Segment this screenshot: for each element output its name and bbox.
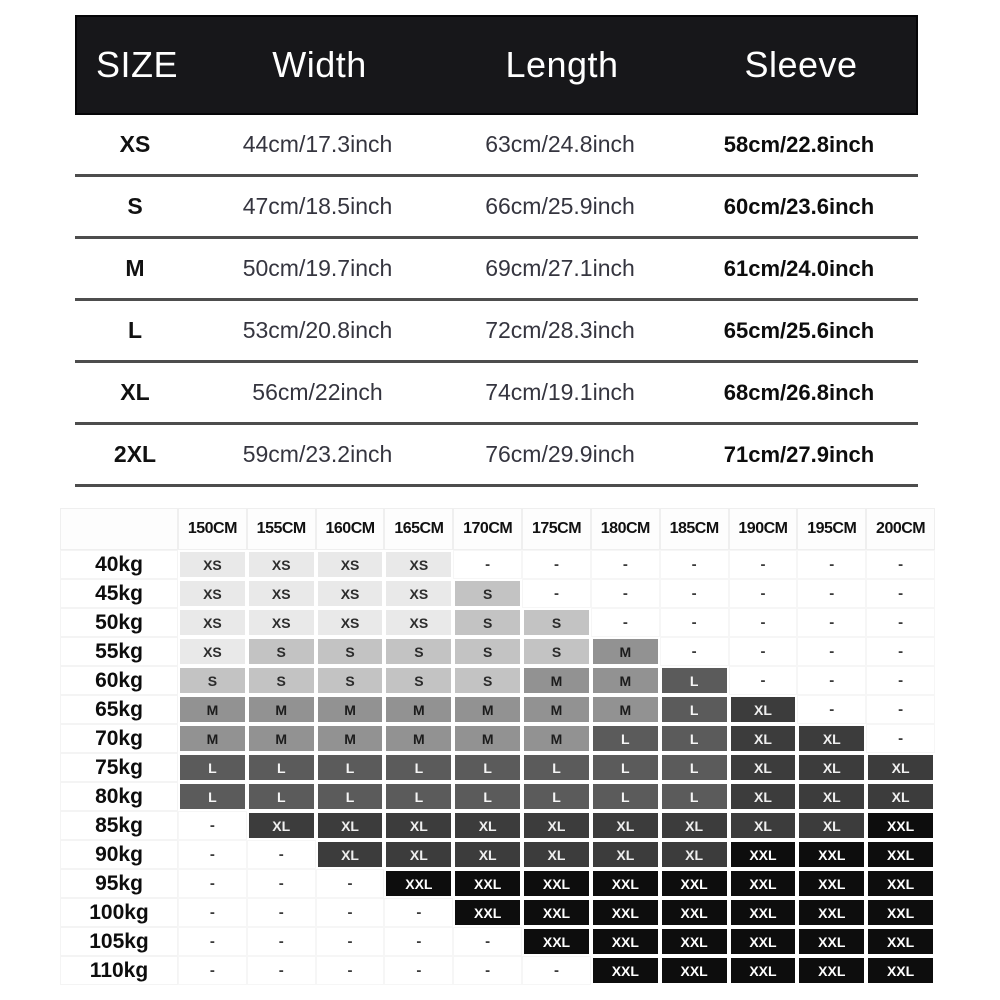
- matrix-cell-M: M: [522, 695, 591, 724]
- matrix-cell-XS: XS: [316, 550, 385, 579]
- height-col-150CM: 150CM: [178, 508, 247, 550]
- height-col-155CM: 155CM: [247, 508, 316, 550]
- matrix-cell-empty: -: [178, 956, 247, 985]
- weight-row-50kg: 50kg: [60, 608, 178, 637]
- size-2XL-sleeve: 71cm/27.9inch: [723, 441, 875, 467]
- matrix-cell-M: M: [178, 724, 247, 753]
- size-XS-size: XS: [119, 131, 151, 157]
- matrix-cell-S: S: [316, 637, 385, 666]
- matrix-cell-XL: XL: [797, 724, 866, 753]
- size-L-width: 53cm/20.8inch: [242, 317, 393, 343]
- matrix-cell-empty: -: [522, 550, 591, 579]
- matrix-cell-XL: XL: [729, 782, 798, 811]
- header-size-label: SIZE: [95, 44, 178, 85]
- matrix-cell-XXL: XXL: [866, 927, 935, 956]
- matrix-cell-empty: -: [178, 840, 247, 869]
- matrix-cell-XS: XS: [178, 550, 247, 579]
- size-table-row-M: [75, 239, 918, 301]
- matrix-cell-M: M: [522, 724, 591, 753]
- matrix-cell-XXL: XXL: [729, 956, 798, 985]
- weight-row-110kg: 110kg: [60, 956, 178, 985]
- size-XS-sleeve: 58cm/22.8inch: [723, 131, 875, 157]
- matrix-cell-S: S: [247, 637, 316, 666]
- size-XS-length: 63cm/24.8inch: [485, 131, 635, 157]
- matrix-cell-empty: -: [247, 898, 316, 927]
- height-col-165CM: 165CM: [384, 508, 453, 550]
- matrix-cell-S: S: [453, 608, 522, 637]
- size-L-size: L: [127, 317, 143, 343]
- size-S-sleeve: 60cm/23.6inch: [723, 193, 875, 219]
- height-col-175CM: 175CM: [522, 508, 591, 550]
- size-S-size: S: [127, 193, 143, 219]
- matrix-cell-empty: -: [591, 550, 660, 579]
- size-XL-size: XL: [120, 379, 150, 405]
- matrix-cell-XS: XS: [316, 608, 385, 637]
- height-col-180CM: 180CM: [591, 508, 660, 550]
- matrix-cell-XS: XS: [178, 637, 247, 666]
- matrix-cell-empty: -: [866, 608, 935, 637]
- matrix-cell-empty: -: [247, 956, 316, 985]
- size-S-length: 66cm/25.9inch: [485, 193, 635, 219]
- weight-row-55kg: 55kg: [60, 637, 178, 666]
- matrix-cell-empty: -: [316, 869, 385, 898]
- height-weight-matrix: [60, 508, 935, 985]
- matrix-cell-M: M: [591, 666, 660, 695]
- weight-row-60kg: 60kg: [60, 666, 178, 695]
- matrix-cell-L: L: [591, 724, 660, 753]
- matrix-cell-XXL: XXL: [797, 898, 866, 927]
- matrix-cell-empty: -: [316, 956, 385, 985]
- matrix-cell-L: L: [660, 695, 729, 724]
- matrix-cell-XL: XL: [316, 840, 385, 869]
- size-L-length: 72cm/28.3inch: [485, 317, 635, 343]
- matrix-cell-empty: -: [729, 550, 798, 579]
- matrix-cell-empty: -: [247, 927, 316, 956]
- matrix-cell-M: M: [453, 695, 522, 724]
- matrix-cell-XXL: XXL: [729, 869, 798, 898]
- matrix-cell-empty: -: [866, 550, 935, 579]
- matrix-corner-cell: [60, 508, 178, 550]
- matrix-cell-S: S: [384, 666, 453, 695]
- matrix-cell-XS: XS: [384, 550, 453, 579]
- size-2XL-width: 59cm/23.2inch: [242, 441, 393, 467]
- header-sleeve-label: Sleeve: [744, 44, 858, 85]
- size-L-sleeve: 65cm/25.6inch: [723, 317, 875, 343]
- matrix-cell-XS: XS: [247, 579, 316, 608]
- matrix-cell-XL: XL: [660, 840, 729, 869]
- matrix-cell-XXL: XXL: [866, 840, 935, 869]
- height-col-200CM: 200CM: [866, 508, 935, 550]
- size-M-size: M: [125, 255, 145, 281]
- matrix-cell-L: L: [178, 753, 247, 782]
- matrix-cell-L: L: [178, 782, 247, 811]
- matrix-cell-L: L: [453, 782, 522, 811]
- size-XL-width: 56cm/22inch: [252, 379, 383, 405]
- matrix-cell-XL: XL: [384, 840, 453, 869]
- size-S-width: 47cm/18.5inch: [242, 193, 393, 219]
- matrix-cell-XXL: XXL: [522, 898, 591, 927]
- size-measurement-table: [75, 15, 918, 487]
- matrix-cell-XXL: XXL: [522, 927, 591, 956]
- matrix-cell-XXL: XXL: [660, 956, 729, 985]
- matrix-cell-M: M: [591, 695, 660, 724]
- matrix-cell-XXL: XXL: [591, 869, 660, 898]
- matrix-cell-XL: XL: [729, 811, 798, 840]
- size-M-width: 50cm/19.7inch: [242, 255, 393, 281]
- matrix-cell-XXL: XXL: [591, 956, 660, 985]
- matrix-cell-XXL: XXL: [797, 840, 866, 869]
- matrix-cell-L: L: [660, 666, 729, 695]
- matrix-cell-empty: -: [178, 898, 247, 927]
- matrix-cell-XXL: XXL: [453, 869, 522, 898]
- matrix-cell-empty: -: [247, 840, 316, 869]
- matrix-cell-empty: -: [866, 695, 935, 724]
- matrix-cell-L: L: [591, 782, 660, 811]
- matrix-cell-empty: -: [797, 550, 866, 579]
- matrix-cell-L: L: [660, 782, 729, 811]
- matrix-cell-S: S: [247, 666, 316, 695]
- matrix-cell-XL: XL: [522, 840, 591, 869]
- matrix-cell-XXL: XXL: [660, 898, 729, 927]
- matrix-cell-XL: XL: [797, 782, 866, 811]
- matrix-cell-empty: -: [316, 927, 385, 956]
- matrix-cell-XL: XL: [522, 811, 591, 840]
- matrix-cell-empty: -: [247, 869, 316, 898]
- matrix-cell-empty: -: [453, 927, 522, 956]
- matrix-cell-XL: XL: [660, 811, 729, 840]
- matrix-cell-M: M: [522, 666, 591, 695]
- matrix-cell-L: L: [660, 753, 729, 782]
- matrix-cell-S: S: [453, 579, 522, 608]
- size-XL-length: 74cm/19.1inch: [485, 379, 635, 405]
- matrix-cell-XXL: XXL: [729, 840, 798, 869]
- matrix-cell-empty: -: [729, 637, 798, 666]
- weight-row-65kg: 65kg: [60, 695, 178, 724]
- weight-row-75kg: 75kg: [60, 753, 178, 782]
- matrix-cell-L: L: [384, 753, 453, 782]
- matrix-cell-empty: -: [660, 637, 729, 666]
- size-table-body: [75, 115, 918, 487]
- matrix-cell-L: L: [247, 753, 316, 782]
- matrix-cell-XXL: XXL: [453, 898, 522, 927]
- weight-row-100kg: 100kg: [60, 898, 178, 927]
- matrix-cell-empty: -: [591, 579, 660, 608]
- header-width-label: Width: [272, 44, 367, 85]
- matrix-cell-empty: -: [453, 956, 522, 985]
- size-M-length: 69cm/27.1inch: [485, 255, 635, 281]
- matrix-cell-M: M: [178, 695, 247, 724]
- matrix-cell-M: M: [384, 724, 453, 753]
- size-2XL-length: 76cm/29.9inch: [485, 441, 635, 467]
- weight-row-40kg: 40kg: [60, 550, 178, 579]
- matrix-cell-XXL: XXL: [384, 869, 453, 898]
- matrix-cell-S: S: [384, 637, 453, 666]
- matrix-cell-M: M: [384, 695, 453, 724]
- matrix-cell-XXL: XXL: [729, 927, 798, 956]
- matrix-cell-XXL: XXL: [729, 898, 798, 927]
- matrix-cell-XXL: XXL: [591, 898, 660, 927]
- matrix-cell-empty: -: [797, 608, 866, 637]
- matrix-body: [60, 550, 935, 985]
- matrix-cell-M: M: [453, 724, 522, 753]
- weight-row-70kg: 70kg: [60, 724, 178, 753]
- matrix-cell-XL: XL: [247, 811, 316, 840]
- weight-row-80kg: 80kg: [60, 782, 178, 811]
- matrix-cell-empty: -: [660, 550, 729, 579]
- matrix-cell-XXL: XXL: [797, 869, 866, 898]
- size-table-row-XS: [75, 115, 918, 177]
- matrix-cell-empty: -: [797, 666, 866, 695]
- matrix-cell-L: L: [316, 753, 385, 782]
- matrix-cell-L: L: [522, 753, 591, 782]
- matrix-cell-S: S: [316, 666, 385, 695]
- height-col-195CM: 195CM: [797, 508, 866, 550]
- weight-row-90kg: 90kg: [60, 840, 178, 869]
- matrix-cell-XS: XS: [247, 608, 316, 637]
- matrix-cell-S: S: [178, 666, 247, 695]
- matrix-cell-XXL: XXL: [660, 927, 729, 956]
- matrix-cell-S: S: [453, 666, 522, 695]
- matrix-cell-empty: -: [384, 898, 453, 927]
- matrix-cell-XXL: XXL: [866, 956, 935, 985]
- matrix-cell-empty: -: [729, 608, 798, 637]
- matrix-cell-XS: XS: [384, 579, 453, 608]
- matrix-cell-empty: -: [866, 579, 935, 608]
- matrix-cell-XXL: XXL: [522, 869, 591, 898]
- matrix-cell-XL: XL: [384, 811, 453, 840]
- matrix-cell-empty: -: [453, 550, 522, 579]
- matrix-header-row: [60, 508, 935, 550]
- matrix-cell-XS: XS: [384, 608, 453, 637]
- matrix-cell-XL: XL: [729, 753, 798, 782]
- matrix-cell-empty: -: [384, 927, 453, 956]
- matrix-cell-empty: -: [522, 956, 591, 985]
- matrix-cell-empty: -: [729, 666, 798, 695]
- matrix-cell-S: S: [522, 637, 591, 666]
- matrix-cell-XS: XS: [178, 579, 247, 608]
- matrix-cell-XS: XS: [178, 608, 247, 637]
- matrix-cell-S: S: [453, 637, 522, 666]
- matrix-cell-L: L: [247, 782, 316, 811]
- matrix-cell-empty: -: [178, 927, 247, 956]
- matrix-cell-S: S: [522, 608, 591, 637]
- header-length-label: Length: [505, 44, 619, 85]
- weight-row-45kg: 45kg: [60, 579, 178, 608]
- matrix-cell-empty: -: [866, 724, 935, 753]
- matrix-cell-XXL: XXL: [660, 869, 729, 898]
- matrix-cell-XL: XL: [453, 811, 522, 840]
- height-col-185CM: 185CM: [660, 508, 729, 550]
- size-table-row-2XL: [75, 425, 918, 487]
- matrix-cell-XXL: XXL: [866, 811, 935, 840]
- matrix-cell-XL: XL: [316, 811, 385, 840]
- matrix-cell-L: L: [384, 782, 453, 811]
- matrix-cell-XXL: XXL: [591, 927, 660, 956]
- matrix-cell-XXL: XXL: [797, 927, 866, 956]
- size-table-row-S: [75, 177, 918, 239]
- matrix-cell-XXL: XXL: [797, 956, 866, 985]
- matrix-cell-empty: -: [660, 579, 729, 608]
- matrix-cell-XL: XL: [453, 840, 522, 869]
- matrix-cell-empty: -: [797, 695, 866, 724]
- size-table-row-XL: [75, 363, 918, 425]
- matrix-cell-L: L: [316, 782, 385, 811]
- matrix-cell-M: M: [591, 637, 660, 666]
- matrix-cell-XL: XL: [591, 840, 660, 869]
- matrix-cell-M: M: [247, 695, 316, 724]
- matrix-cell-empty: -: [316, 898, 385, 927]
- matrix-cell-M: M: [316, 724, 385, 753]
- matrix-cell-L: L: [522, 782, 591, 811]
- matrix-cell-M: M: [247, 724, 316, 753]
- matrix-cell-XL: XL: [729, 724, 798, 753]
- matrix-cell-empty: -: [729, 579, 798, 608]
- matrix-cell-empty: -: [866, 666, 935, 695]
- matrix-cell-XS: XS: [247, 550, 316, 579]
- matrix-cell-XXL: XXL: [866, 898, 935, 927]
- matrix-cell-XXL: XXL: [866, 869, 935, 898]
- matrix-cell-XL: XL: [797, 753, 866, 782]
- size-XL-sleeve: 68cm/26.8inch: [723, 379, 875, 405]
- weight-row-85kg: 85kg: [60, 811, 178, 840]
- matrix-cell-XL: XL: [866, 753, 935, 782]
- matrix-cell-empty: -: [178, 869, 247, 898]
- matrix-cell-empty: -: [797, 579, 866, 608]
- matrix-cell-empty: -: [178, 811, 247, 840]
- matrix-cell-L: L: [453, 753, 522, 782]
- weight-row-95kg: 95kg: [60, 869, 178, 898]
- matrix-cell-XL: XL: [797, 811, 866, 840]
- matrix-cell-XL: XL: [591, 811, 660, 840]
- height-col-160CM: 160CM: [316, 508, 385, 550]
- matrix-cell-empty: -: [591, 608, 660, 637]
- matrix-cell-L: L: [660, 724, 729, 753]
- weight-row-105kg: 105kg: [60, 927, 178, 956]
- matrix-cell-empty: -: [660, 608, 729, 637]
- matrix-cell-XL: XL: [729, 695, 798, 724]
- matrix-cell-L: L: [591, 753, 660, 782]
- size-2XL-size: 2XL: [113, 441, 157, 467]
- size-XS-width: 44cm/17.3inch: [242, 131, 393, 157]
- matrix-cell-XL: XL: [866, 782, 935, 811]
- matrix-cell-XS: XS: [316, 579, 385, 608]
- size-M-sleeve: 61cm/24.0inch: [723, 255, 875, 281]
- height-col-170CM: 170CM: [453, 508, 522, 550]
- matrix-cell-empty: -: [384, 956, 453, 985]
- matrix-cell-empty: -: [797, 637, 866, 666]
- height-col-190CM: 190CM: [729, 508, 798, 550]
- size-table-header: [75, 15, 918, 115]
- size-table-row-L: [75, 301, 918, 363]
- matrix-cell-empty: -: [522, 579, 591, 608]
- matrix-cell-empty: -: [866, 637, 935, 666]
- matrix-cell-M: M: [316, 695, 385, 724]
